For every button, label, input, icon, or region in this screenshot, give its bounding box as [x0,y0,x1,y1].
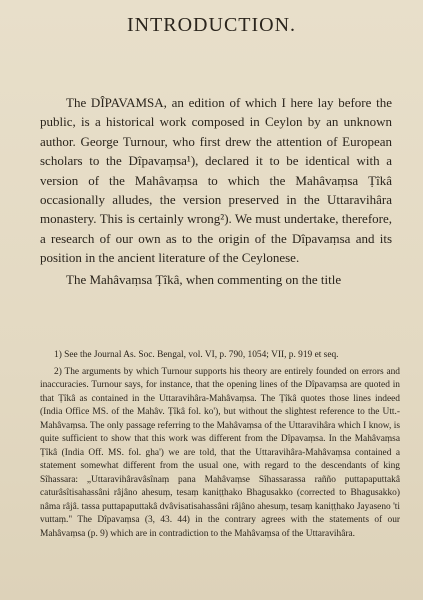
footnote-2: 2) The arguments by which Turnour supports his theory are entirely founded on errors and inaccuracies. Turnour says, for instance, that the opening lines of the Dîpavaṃsa are quoted in that Ṭîkâ as contained in the Uttaravihâra-Mahâvaṃsa. The Ṭîkâ quotes those lines indeed (India Office MS. of the Mahâv. Ṭîkâ fol. ko'), but without the slightest reference to the Utt.-Mahâvaṃsa. The only passage referring to the Mahâvaṃsa of the Uttaravihâra which I know, is quite sufficient to show that this work was different from the Dîpavaṃsa. In the Mahâvaṃsa Ṭîkâ (India Off. MS. fol. gha') we are told, that the Uttaravihâra-Mahâvaṃsa contained a statement somewhat different from the usual one, with regard to the descendants of king Sîhassara: „Uttaravihâravâsînaṃ pana Mahâvaṃse Sîhassarassa rañño puttapaputtakâ caturâsîtisahassâni râjâno ahesuṃ, tesaṃ kaniṭṭhako Bhagusakko (corrected to Bhagusakko) nâma râjâ. tassa puttapaputtakâ dvâvisatisahassâni râjâno ahesuṃ, tesaṃ kaniṭṭhako Jayaseno 'ti vuttaṃ." The Dîpavaṃsa (3, 43. 44) in the contrary agrees with the statements of our Mahâvaṃsa (p. 9) which are in contradiction to the Mahâvaṃsa of the Uttaravihâra. [40,366,400,539]
body-paragraph-2: The Mahâvaṃsa Ṭîkâ, when commenting on the title [66,271,342,287]
footnote-1: 1) See the Journal As. Soc. Bengal, vol. VI, p. 790, 1054; VII, p. 919 et seq. [54,350,339,360]
body-paragraph-1: The DÎPAVAMSA, an edition of which I here lay before the public, is a historical work composed in Ceylon by an unknown author. George Turnour, who first drew the attention of European scholars to the Dîpavaṃsa¹), declared it to be identical with a version of the Mahâvaṃsa to which the Mahâvaṃsa Ṭîkâ occasionally alludes, the version preserved in the Uttaravihâra monastery. This is certainly wrong²). We must undertake, therefore, a research of our own as to the origin of the Dîpavaṃsa and its position in the ancient literature of the Ceylonese. [40,95,392,266]
page-title: INTRODUCTION. [126,14,297,36]
main-text [40,93,392,289]
footnotes [40,349,400,541]
